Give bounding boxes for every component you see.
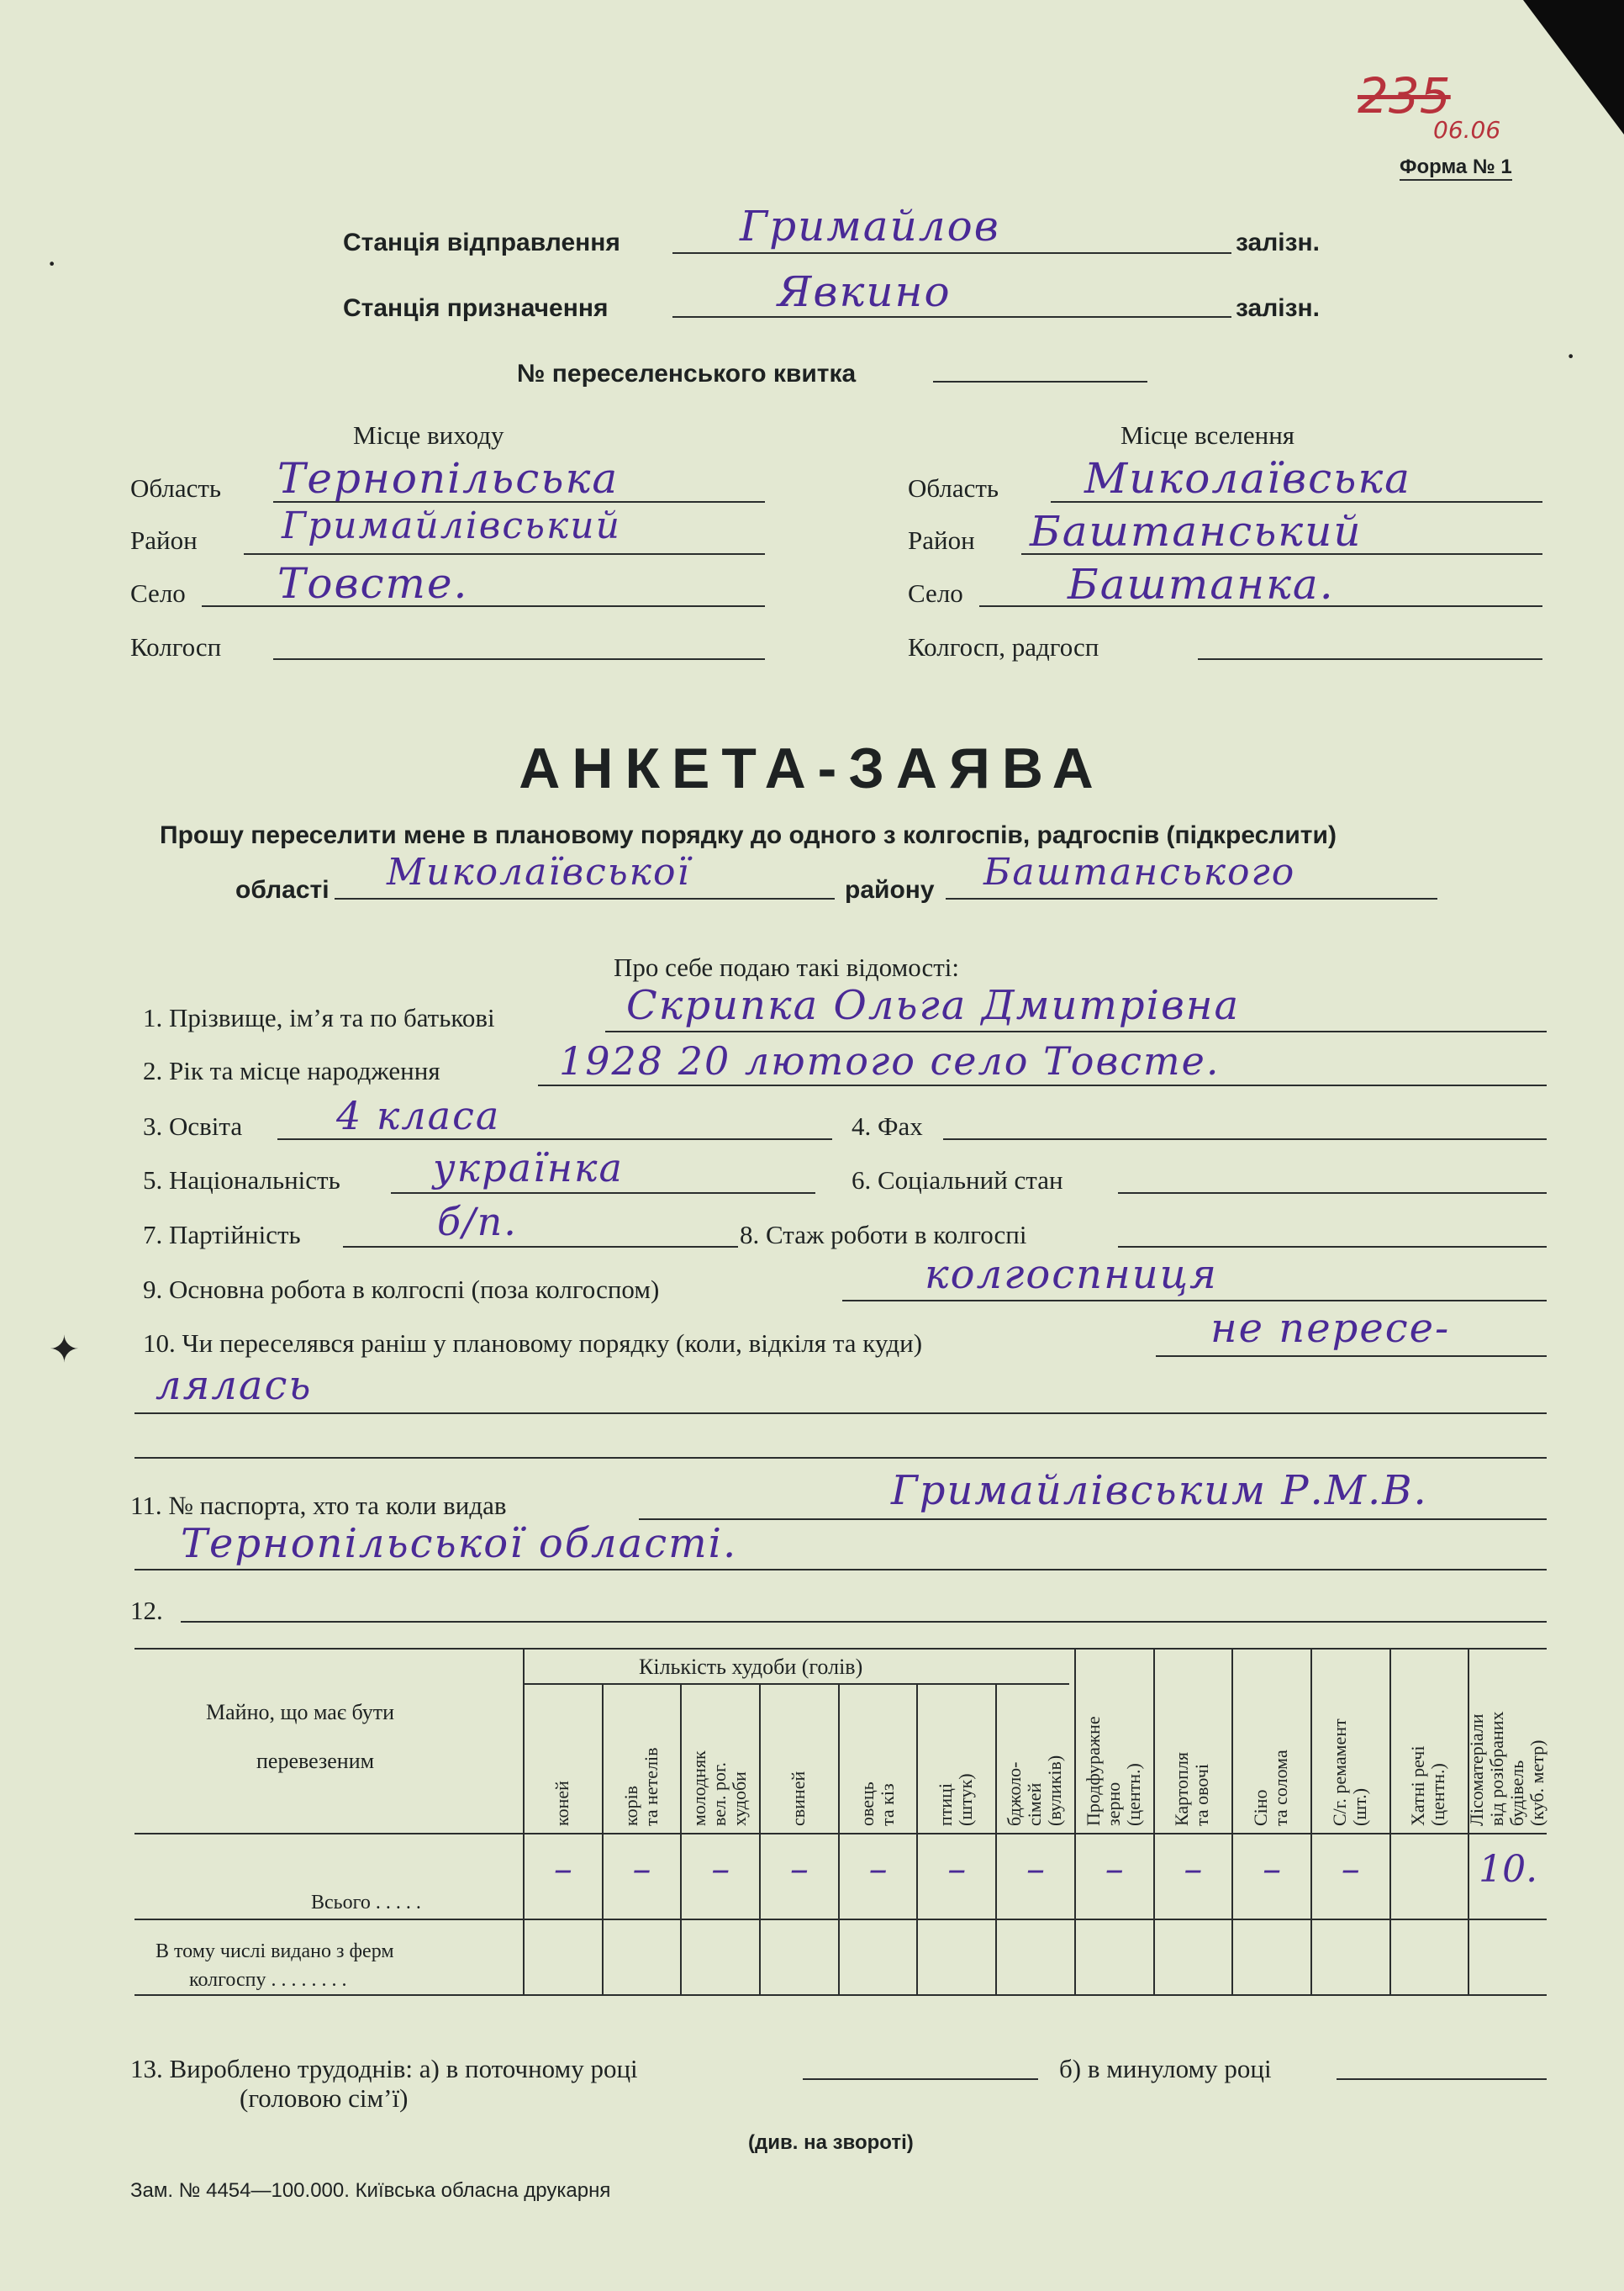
- table-row-1-border: [134, 1919, 1547, 1920]
- field-5-label: 5. Національність: [143, 1165, 340, 1195]
- see-back-note: (див. на звороті): [748, 2131, 914, 2154]
- table-column-border: [838, 1683, 840, 1994]
- table-column-header: С/г. ремамент (шт.): [1328, 1718, 1370, 1826]
- request-oblast-label: області: [235, 876, 330, 904]
- table-column-header: Продфуражне зерно (центн.): [1082, 1716, 1144, 1826]
- origin-heading: Місце виходу: [353, 420, 504, 450]
- table-column-border: [916, 1683, 918, 1994]
- field-9-line: [842, 1300, 1547, 1301]
- margin-mark: ·: [46, 245, 58, 282]
- field-7-value: б/п.: [437, 1199, 518, 1244]
- table-total-cell: –: [553, 1848, 572, 1891]
- origin-selo-value: Товсте.: [277, 559, 469, 608]
- table-property-header-1: Майно, що має бути: [206, 1700, 394, 1724]
- field-11-value-b: Тернопільської області.: [181, 1520, 738, 1567]
- table-column-border: [680, 1683, 682, 1994]
- workdays-previous-line: [1337, 2078, 1547, 2080]
- field-6-line: [1118, 1192, 1547, 1194]
- table-total-cell: –: [789, 1848, 809, 1891]
- request-line: Прошу переселити мене в плановому порядку до одного з колгоспів, радгоспів (підкреслити): [160, 821, 1337, 849]
- table-column-border: [1074, 1648, 1076, 1994]
- table-top-border: [134, 1648, 1547, 1650]
- field-11-value-a: Гримайлівським Р.М.В.: [891, 1467, 1428, 1514]
- table-column-border: [1153, 1648, 1155, 1994]
- field-2-label: 2. Рік та місце народження: [143, 1056, 440, 1085]
- table-total-cell: –: [868, 1848, 888, 1891]
- destination-oblast-value: Миколаївська: [1084, 454, 1411, 503]
- destination-selo-value: Баштанка.: [1068, 560, 1335, 609]
- origin-kolhosp-label: Колгосп: [130, 632, 222, 662]
- page-title: АНКЕТА-ЗАЯВА: [519, 736, 1105, 800]
- field-1-value: Скрипка Ольга Дмитрівна: [626, 982, 1241, 1029]
- origin-oblast-label: Область: [130, 473, 222, 503]
- destination-station-line: [672, 316, 1231, 318]
- field-2-line: [538, 1085, 1547, 1086]
- ticket-number-line: [933, 381, 1147, 383]
- table-column-header: овець та кіз: [856, 1782, 898, 1826]
- destination-raion-label: Район: [908, 525, 975, 555]
- field-4-label: 4. Фах: [852, 1111, 923, 1141]
- field-3-value: 4 класа: [336, 1093, 501, 1138]
- destination-kolhosp-line: [1198, 658, 1542, 660]
- table-total-cell: –: [1341, 1848, 1360, 1891]
- archive-subnumber: 06.06: [1433, 116, 1501, 144]
- field-6-label: 6. Соціальний стан: [852, 1165, 1063, 1195]
- workdays-current-line: [803, 2078, 1038, 2080]
- origin-kolhosp-line: [273, 658, 765, 660]
- destination-raion-value: Баштанський: [1030, 507, 1363, 556]
- request-oblast-line: [335, 898, 835, 900]
- field-12-line: [181, 1621, 1547, 1623]
- field-4-line: [943, 1138, 1547, 1140]
- table-column-header: корів та нетелів: [620, 1747, 662, 1826]
- origin-selo-label: Село: [130, 578, 186, 608]
- table-total-cell: –: [711, 1848, 730, 1891]
- field-11-label: 11. № паспорта, хто та коли видав: [130, 1491, 507, 1520]
- departure-station-label: Станція відправлення: [343, 229, 620, 256]
- table-first-column-border: [523, 1648, 525, 1994]
- workdays-head-label: (головою сім’ї): [240, 2083, 409, 2113]
- field-5-line: [391, 1192, 815, 1194]
- table-column-header: бджоло- сімей (вуликів): [1004, 1755, 1065, 1826]
- field-2-value: 1928 20 лютого село Товсте.: [559, 1038, 1221, 1084]
- table-total-cell: –: [632, 1848, 651, 1891]
- table-header-border: [134, 1833, 1547, 1834]
- workdays-previous-label: б) в минулому році: [1059, 2054, 1272, 2083]
- field-12-label: 12.: [130, 1596, 163, 1625]
- table-column-border: [995, 1683, 997, 1994]
- table-column-border: [759, 1683, 761, 1994]
- field-3-label: 3. Освіта: [143, 1111, 243, 1141]
- destination-heading: Місце вселення: [1120, 420, 1295, 450]
- table-cattle-header: Кількість худоби (голів): [639, 1655, 863, 1679]
- table-column-header: молодняк вел. рог. худоби: [688, 1750, 751, 1826]
- table-column-header: Картопля та овочі: [1171, 1751, 1213, 1826]
- table-property-header-2: перевезеним: [256, 1749, 375, 1773]
- request-raion-line: [946, 898, 1437, 900]
- table-column-header: свиней: [787, 1771, 809, 1826]
- field-9-value: колгоспниця: [925, 1251, 1218, 1298]
- table-farm-row-label-1: В тому числі видано з ферм: [156, 1940, 394, 1962]
- destination-selo-label: Село: [908, 578, 963, 608]
- form-number: Форма № 1: [1400, 156, 1512, 181]
- field-10-line-2: [134, 1412, 1547, 1414]
- destination-oblast-label: Область: [908, 473, 999, 503]
- origin-raion-line: [244, 553, 765, 555]
- departure-station-line: [672, 252, 1231, 254]
- request-raion-value: Баштанського: [983, 851, 1296, 894]
- table-column-border: [1310, 1648, 1312, 1994]
- field-11-line: [639, 1518, 1547, 1520]
- origin-oblast-value: Тернопільська: [277, 454, 620, 503]
- request-raion-label: району: [845, 876, 935, 904]
- field-3-line: [277, 1138, 832, 1140]
- field-10-value-a: не пересе-: [1210, 1305, 1451, 1352]
- archive-number: 235: [1358, 67, 1451, 124]
- field-9-label: 9. Основна робота в колгоспі (поза колгоспом): [143, 1275, 660, 1304]
- table-column-header: Сіно та солома: [1250, 1750, 1292, 1826]
- table-cattle-border: [523, 1683, 1069, 1685]
- ticket-number-label: № переселенського квитка: [517, 360, 857, 388]
- departure-station-value: Гримайлов: [740, 202, 1000, 251]
- table-column-header: Хатні речі (центн.): [1407, 1745, 1449, 1826]
- table-total-cell: –: [1263, 1848, 1282, 1891]
- field-8-label: 8. Стаж роботи в колгоспі: [740, 1220, 1027, 1249]
- margin-mark: ·: [1565, 337, 1577, 375]
- request-oblast-value: Миколаївської: [387, 851, 691, 894]
- field-1-label: 1. Прізвище, ім’я та по батькові: [143, 1003, 495, 1032]
- table-total-row-label: Всього . . . . .: [311, 1892, 421, 1914]
- field-11-line-2: [134, 1569, 1547, 1570]
- table-column-header: птиці (штук): [935, 1773, 977, 1826]
- table-bottom-border: [134, 1994, 1547, 1996]
- destination-station-value: Явкино: [778, 267, 952, 316]
- table-total-cell: –: [947, 1848, 967, 1891]
- field-10-line: [1156, 1355, 1547, 1357]
- destination-kolhosp-label: Колгосп, радгосп: [908, 632, 1099, 662]
- table-column-header: Лісоматеріали від розібраних будівель (куб. метр): [1466, 1711, 1548, 1826]
- table-total-cell: –: [1105, 1848, 1124, 1891]
- field-10-value-b: лялась: [156, 1362, 313, 1409]
- destination-station-label: Станція призначення: [343, 294, 609, 322]
- table-farm-row-label-2: колгоспу . . . . . . . .: [189, 1969, 347, 1991]
- print-imprint: Зам. № 4454—100.000. Київська обласна друкарня: [130, 2179, 611, 2202]
- about-heading: Про себе подаю такі відомості:: [614, 953, 960, 982]
- field-7-label: 7. Партійність: [143, 1220, 301, 1249]
- table-column-border: [1389, 1648, 1391, 1994]
- field-10-line-3: [134, 1457, 1547, 1459]
- table-total-cell: –: [1026, 1848, 1045, 1891]
- workdays-current-label: 13. Вироблено трудоднів: а) в поточному році: [130, 2054, 638, 2083]
- origin-raion-value: Гримайлівський: [282, 504, 621, 547]
- field-10-label: 10. Чи переселявся раніш у плановому порядку (коли, відкіля та куди): [143, 1328, 923, 1358]
- origin-raion-label: Район: [130, 525, 198, 555]
- field-7-line: [343, 1246, 738, 1248]
- margin-mark: ✦: [49, 1329, 80, 1370]
- table-total-cell: 10.: [1479, 1848, 1538, 1891]
- table-total-cell: –: [1184, 1848, 1203, 1891]
- table-column-border: [1231, 1648, 1233, 1994]
- table-column-header: коней: [551, 1781, 572, 1826]
- page-corner-shadow: [1523, 0, 1624, 135]
- destination-rail-suffix: залізн.: [1236, 294, 1320, 322]
- table-column-border: [602, 1683, 604, 1994]
- departure-rail-suffix: залізн.: [1236, 229, 1320, 256]
- field-8-line: [1118, 1246, 1547, 1248]
- field-1-line: [605, 1031, 1547, 1032]
- field-5-value: українка: [433, 1145, 624, 1190]
